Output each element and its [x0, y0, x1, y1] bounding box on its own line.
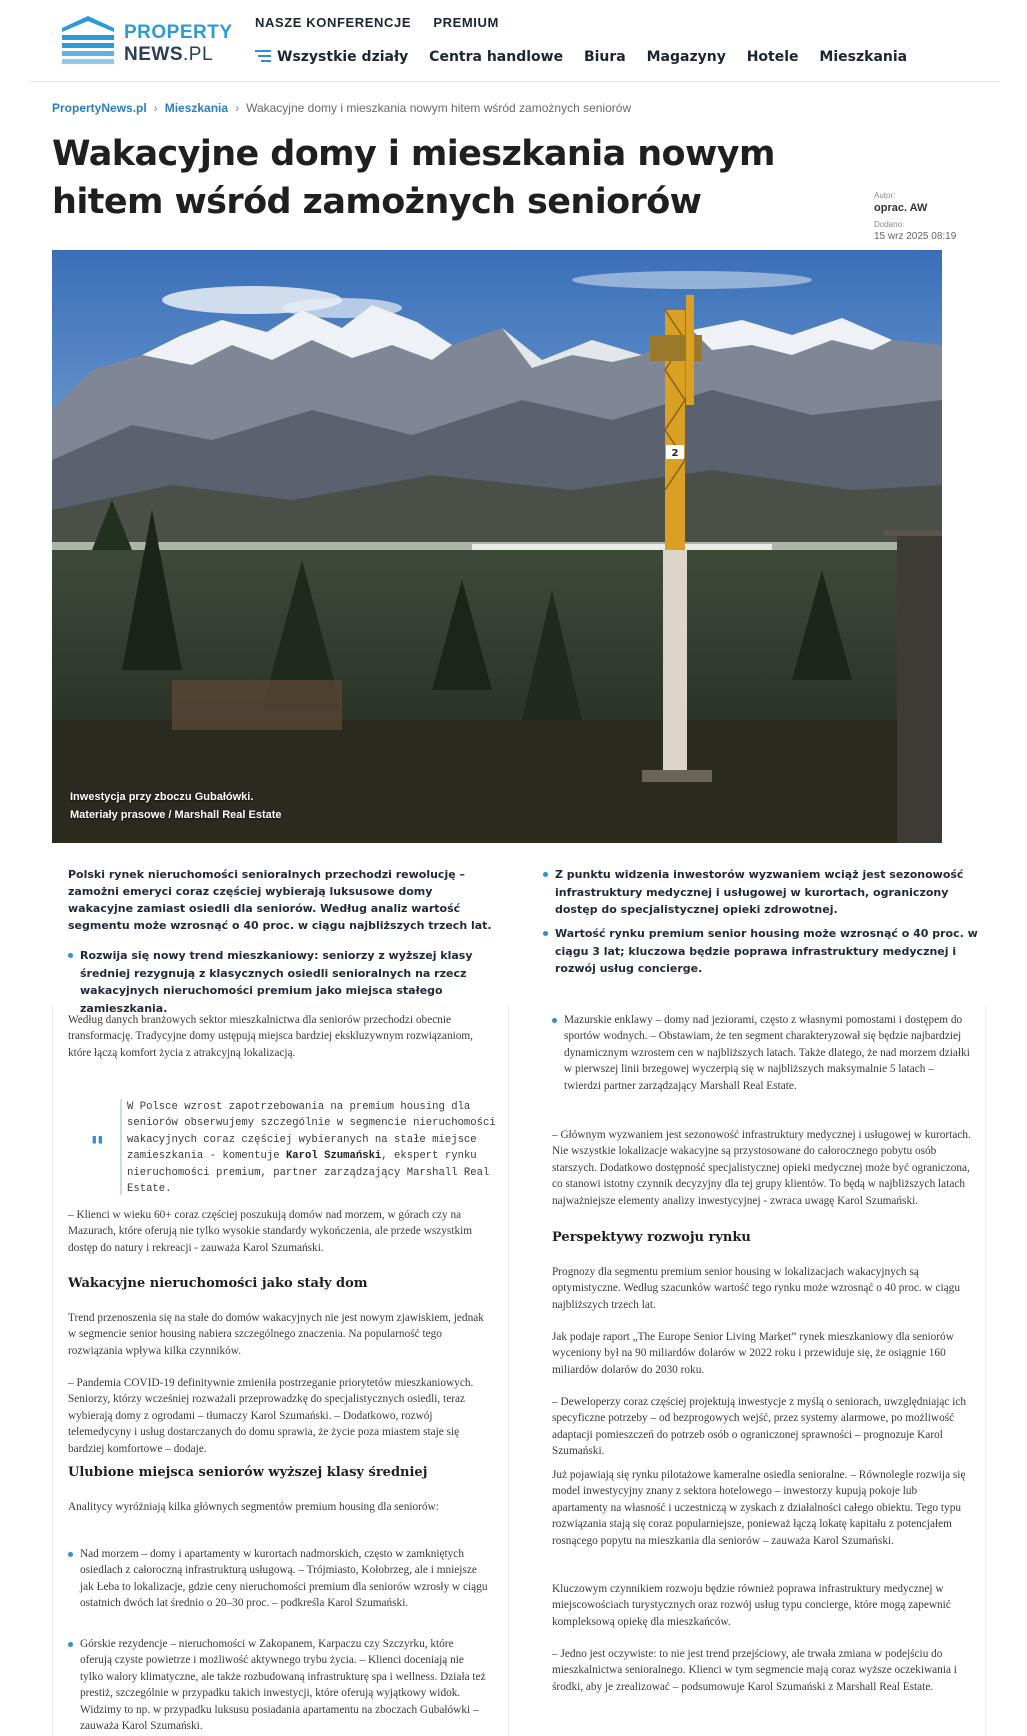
top-navigation — [255, 15, 517, 30]
caption-line-2: Materiały prasowe / Marshall Real Estate — [70, 809, 282, 821]
body-paragraph: Analitycy wyróżniają kilka głównych segmentów premium housing dla seniorów: — [68, 1501, 439, 1513]
list-item-text: Mazurskie enklawy – domy nad jeziorami, często z własnymi pomostami i dostępem do sportów wodnych. – Obstawiam, że ten segment charakteryzował się będzie najbardziej dynamicznym wzrostem cen w najbliższych latach. Także dlatego, że nad morzem działki w pierwszej linii brzegowej wyczerpią się w najbliższych maksymalnie 5 latach – twierdzi partner zarządzający Marshall Real Estate. — [564, 1014, 970, 1092]
list-item — [68, 1546, 488, 1612]
body-paragraph: – Deweloperzy coraz częściej projektują inwestycje z myślą o seniorach, uwzględniając ich specyficzne potrzeby – od bezprogowych wejść, przez systemy alarmowe, po możliwość adaptacji pomieszczeń do potrzeb osób o ograniczonej sprawności – prognozuje Karol Szumański. — [552, 1396, 967, 1458]
menu-icon — [255, 50, 271, 62]
breadcrumb-current: Wakacyjne domy i mieszkania nowym hitem wśród zamożnych seniorów — [246, 101, 632, 115]
site-header — [0, 0, 1027, 82]
pull-quote — [90, 1099, 498, 1198]
column-divider — [52, 1005, 53, 1736]
body-paragraph: – Głównym wyzwaniem jest sezonowość infrastruktury medycznej i usługowej w kurortach. Nie wszystkie lokalizacje wakacyjne są przystosowane do całorocznego pobytu osób starszych. Dodatkowo dostępność specjalistycznej opieki medycznej może być ograniczona, co stanowi istotny czynnik decyzyjny dla tej grupy klientów. To będą w najbliższych latach najważniejsze elementy analizy inwestycyjnej - zwraca uwagę Karol Szumański. — [552, 1129, 971, 1207]
main-navigation — [255, 49, 923, 65]
list-item-text: Nad morzem – domy i apartamenty w kurortach nadmorskich, często w zamkniętych osiedlach z całoroczną infrastrukturą usługową. – Trójmiasto, Kołobrzeg, ale i mniejsze jak Łeba to lokalizacje, gdzie ceny nieruchomości premium dla seniorów wzrosły w ciągu ostatnich dwóch lat średnio o 20–30 proc. – podkreśla Karol Szumański. — [80, 1548, 488, 1610]
date-label: Dodano: — [874, 220, 905, 229]
svg-text:2: 2 — [671, 448, 679, 459]
caption-line-1: Inwestycja przy zboczu Gubałówki. — [70, 791, 254, 803]
bullet-dot-icon — [68, 953, 73, 958]
body-paragraph: – Jedno jest oczywiste: to nie jest trend przejściowy, ale trwała zmiana w podejściu do mieszkalnictwa senioralnego. Klienci w tym segmencie mają coraz wyższe oczekiwania i środki, aby je zrealizować – podsumowuje Karol Szumański z Marshall Real Estate. — [552, 1648, 957, 1693]
bullet-dot-icon — [543, 931, 548, 936]
logo-word-news-tld: .PL — [183, 44, 214, 65]
nav-all-sections-button[interactable] — [255, 49, 413, 65]
body-paragraph: Jak podaje raport „The Europe Senior Living Market” rynek mieszkaniowy dla seniorów wyceniony był na 90 miliardów dolarów w 2022 roku i przewiduje się, że osiągnie 160 miliardów dolarów do 2030 roku. — [552, 1331, 954, 1376]
nav-item-hotels[interactable]: Hotele — [746, 49, 799, 65]
body-paragraph: – Pandemia COVID-19 definitywnie zmieniła postrzeganie priorytetów mieszkaniowych. Seniorzy, którzy wcześniej rozważali przeprowadzkę do specjalistycznych osiedli, teraz wybierają domy z ogrodami – tłumaczy Karol Szumański. – Dodatkowo, rozwój telemedycyny i usług dostarczanych do domu sprawia, że życie poza miastem staje się bardziej komfortowe – dodaje. — [68, 1377, 474, 1455]
section-heading: Ulubione miejsca seniorów wyższej klasy średniej — [68, 1465, 428, 1480]
quote-icon: " — [90, 1130, 105, 1163]
quote-bar — [120, 1099, 122, 1195]
body-paragraph: – Klienci w wieku 60+ coraz częściej poszukują domów nad morzem, w górach czy na Mazurach, które oferują nie tylko wysokie standardy wykończenia, ale przede wszystkim dostęp do natury i rekreacji - zauważa Karol Szumański. — [68, 1209, 473, 1254]
nav-conferences-link[interactable]: NASZE KONFERENCJE — [255, 15, 412, 30]
article-title: Wakacyjne domy i mieszkania nowym hitem wśród zamożnych seniorów — [52, 134, 775, 222]
bullet-dot-icon — [68, 1642, 73, 1647]
body-paragraph: Już pojawiają się rynku pilotażowe kameralne osiedla senioralne. – Równolegle rozwija się model inwestycyjny znany z sektora hotelowego – inwestorzy kupują pokoje lub apartamenty na własność i uczestniczą w zyskach z działalności całego obiektu. Tego typu rozwiązania stają się coraz popularniejsze, ponieważ łączą lokatę kapitału z potencjałem rosnącego popytu na mieszkania dla seniorów – zauważa Karol Szumański. — [552, 1469, 966, 1547]
breadcrumb-separator-icon: › — [235, 101, 240, 115]
mountain-landscape-photo — [52, 250, 942, 843]
breadcrumb-separator-icon: › — [153, 101, 158, 115]
logo-word-news — [124, 45, 213, 65]
logo-building-icon — [60, 14, 116, 66]
breadcrumb-home-link[interactable]: PropertyNews.pl — [52, 101, 147, 115]
list-item — [68, 1636, 488, 1734]
body-paragraph: Według danych branżowych sektor mieszkalnictwa dla seniorów przechodzi obecnie transformację. Tradycyjne domy ustępują miejsca bardziej ekskluzywnym rozwiązaniom, które łączą komfort życia z atrakcyjną lokalizacją. — [68, 1014, 473, 1059]
list-item — [552, 1012, 972, 1094]
nav-premium-link[interactable]: PREMIUM — [433, 15, 499, 30]
quote-body: W Polsce wzrost zapotrzebowania na premium housing dla seniorów obserwujemy szczególnie w segmencie nieruchomości wakacyjnych coraz częściej wybieranych na stałe miejsce zamieszkania - komentuje — [127, 1101, 496, 1163]
lead-bullet-text: Wartość rynku premium senior housing może wzrosnąć o 40 proc. w ciągu 3 lat; kluczowa będzie poprawa infrastruktury medycznej i rozwój usług concierge. — [555, 927, 978, 975]
author-label: Autor: — [874, 191, 896, 200]
section-heading: Wakacyjne nieruchomości jako stały dom — [68, 1276, 368, 1291]
lead-bullet-text: Z punktu widzenia inwestorów wyzwaniem wciąż jest sezonowość infrastruktury medycznej i usługowej w kurortach, ograniczony dostęp do specjalistycznej opieki zdrowotnej. — [555, 868, 964, 916]
bullet-dot-icon — [543, 872, 548, 877]
column-divider — [985, 1005, 986, 1736]
nav-item-warehouses[interactable]: Magazyny — [646, 49, 726, 65]
nav-item-offices[interactable]: Biura — [583, 49, 626, 65]
nav-item-apartments[interactable]: Mieszkania — [819, 49, 908, 65]
body-paragraph: Prognozy dla segmentu premium senior housing w lokalizacjach wakacyjnych są optymistyczne. Według szacunków wartość tego rynku może wzrosnąć o 40 proc. w ciągu najbliższych trzech lat. — [552, 1266, 960, 1311]
section-heading: Perspektywy rozwoju rynku — [552, 1230, 751, 1245]
quote-author: Karol Szumański — [285, 1150, 382, 1163]
author-name: oprac. AW — [874, 202, 928, 214]
quote-text — [127, 1099, 497, 1197]
bullet-dot-icon — [552, 1018, 557, 1023]
article-lead: Polski rynek nieruchomości senioralnych przechodzi rewolucję – zamożni emeryci coraz częściej wybierają luksusowe domy wakacyjne zamiast osiedli dla seniorów. Według analiz wartość segmentu może wzrosnąć o 40 proc. w ciągu najbliższych trzech lat. — [68, 868, 492, 932]
body-paragraph: Kluczowym czynnikiem rozwoju będzie również poprawa infrastruktury medycznej w miejscowościach turystycznych oraz rozwój usług typu concierge, które mogą zapewnić kompleksową opiekę dla mieszkańców. — [552, 1583, 951, 1628]
bullet-dot-icon — [68, 1552, 73, 1557]
site-logo[interactable] — [60, 14, 233, 66]
lead-bullet-text: Rozwija się nowy trend mieszkaniowy: seniorzy z wyższej klasy średniej rezygnują z klasycznych osiedli senioralnych na rzecz wakacyjnych nieruchomości premium jako miejsca stałego zamieszkania. — [80, 949, 473, 1015]
lead-bullet — [68, 947, 495, 1017]
hero-image[interactable] — [52, 250, 942, 843]
lead-bullet — [543, 925, 983, 978]
image-caption — [70, 788, 282, 824]
nav-all-sections-label: Wszystkie działy — [277, 49, 409, 65]
lead-bullet — [543, 866, 983, 919]
article-meta — [874, 190, 956, 243]
column-divider — [508, 1005, 509, 1736]
list-item-text: Górskie rezydencje – nieruchomości w Zakopanem, Karpaczu czy Szczyrku, które oferują czyste powietrze i możliwość aktywnego trybu życia. – Klienci doceniają nie tylko walory klimatyczne, ale także rozbudowaną infrastrukturę spa i wellness. Działa też prestiż, szczególnie w przypadku takich inwestycji, które oferują wyjątkowy widok. Widzimy to np. w przypadku luksusu posiadania apartamentu na zboczach Gubałówki – zauważa Karol Szumański. — [80, 1638, 486, 1733]
publish-date: 15 wrz 2025 08:19 — [874, 231, 957, 242]
body-paragraph: Trend przenoszenia się na stałe do domów wakacyjnych nie jest nowym zjawiskiem, jednak w segmencie senior housing nabiera szczególnego znaczenia. Na popularność tego rozwiązania wpływa kilka czynników. — [68, 1312, 484, 1357]
breadcrumb — [52, 101, 631, 115]
breadcrumb-section-link[interactable]: Mieszkania — [164, 101, 229, 115]
logo-word-news-main: NEWS — [124, 44, 183, 65]
nav-item-shopping-centers[interactable]: Centra handlowe — [429, 49, 564, 65]
logo-word-property: PROPERTY — [124, 22, 233, 43]
header-divider — [30, 81, 1000, 82]
quote-tail: , ekspert rynku nieruchomości premium, partner zarządzający Marshall Real Estate. — [127, 1150, 490, 1196]
